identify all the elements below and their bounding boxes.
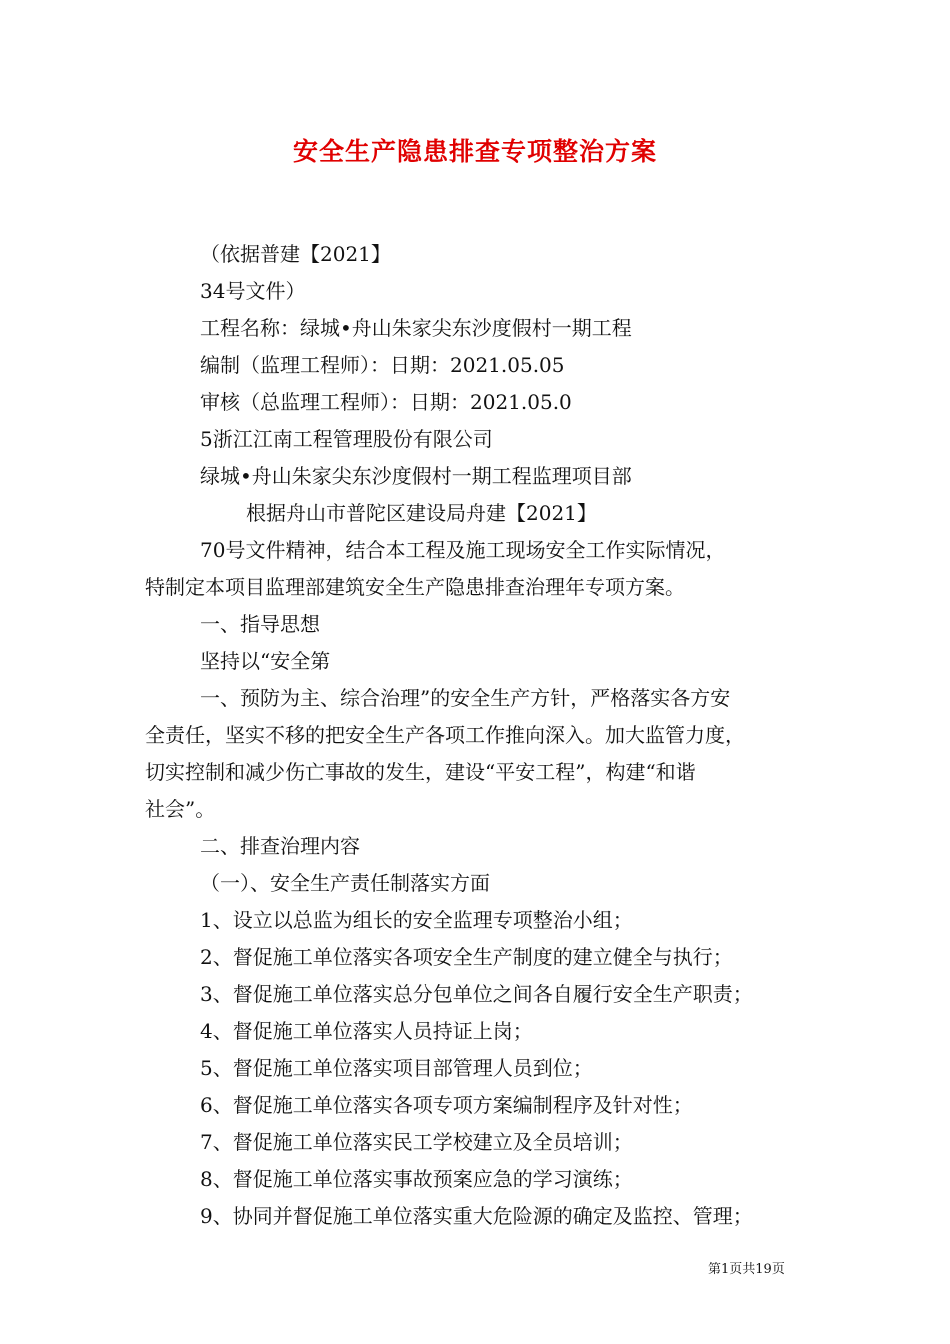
page-number: 第1页共19页 [708, 1262, 785, 1277]
paragraph-line: 坚持以“安全第 [200, 649, 331, 673]
subsection-heading: （一）、安全生产责任制落实方面 [200, 871, 490, 895]
reviewed-by: 审核（总监理工程师）：日期：2021.05.0 [200, 390, 572, 414]
paragraph-line: 70号文件精神，结合本工程及施工现场安全工作实际情况， [200, 538, 726, 562]
list-item: 8、督促施工单位落实事故预案应急的学习演练； [200, 1167, 633, 1191]
list-item: 9、协同并督促施工单位落实重大危险源的确定及监控、管理； [200, 1204, 753, 1228]
paragraph-line: 根据舟山市普陀区建设局舟建【2021】 [246, 501, 597, 525]
paragraph-line: 一、预防为主、综合治理”的安全生产方针，严格落实各方安 [200, 686, 731, 710]
document-title: 安全生产隐患排查专项整治方案 [292, 137, 657, 166]
list-item: 7、督促施工单位落实民工学校建立及全员培训； [200, 1130, 633, 1154]
basis-line-2: 34号文件） [200, 279, 306, 303]
company-line: 5浙江江南工程管理股份有限公司 [200, 427, 493, 451]
section-heading: 二、排查治理内容 [200, 834, 360, 858]
list-item: 5、督促施工单位落实项目部管理人员到位； [200, 1056, 593, 1080]
list-item: 4、督促施工单位落实人员持证上岗； [200, 1019, 533, 1043]
list-item: 3、督促施工单位落实总分包单位之间各自履行安全生产职责； [200, 982, 753, 1006]
section-heading: 一、指导思想 [200, 612, 320, 636]
paragraph-line: 社会”。 [145, 797, 216, 821]
compiled-by: 编制（监理工程师）：日期：2021.05.05 [200, 353, 565, 377]
list-item: 6、督促施工单位落实各项专项方案编制程序及针对性； [200, 1093, 693, 1117]
project-name: 工程名称：绿城•舟山朱家尖东沙度假村一期工程 [200, 316, 632, 340]
list-item: 2、督促施工单位落实各项安全生产制度的建立健全与执行； [200, 945, 733, 969]
paragraph-line: 切实控制和减少伤亡事故的发生，建设“平安工程”，构建“和谐 [145, 760, 696, 784]
department-line: 绿城•舟山朱家尖东沙度假村一期工程监理项目部 [200, 464, 632, 488]
basis-line-1: （依据普建【2021】 [200, 242, 391, 266]
paragraph-line: 全责任，坚实不移的把安全生产各项工作推向深入。加大监管力度， [145, 723, 745, 747]
paragraph-line: 特制定本项目监理部建筑安全生产隐患排查治理年专项方案。 [145, 575, 685, 599]
list-item: 1、设立以总监为组长的安全监理专项整治小组； [200, 908, 633, 932]
